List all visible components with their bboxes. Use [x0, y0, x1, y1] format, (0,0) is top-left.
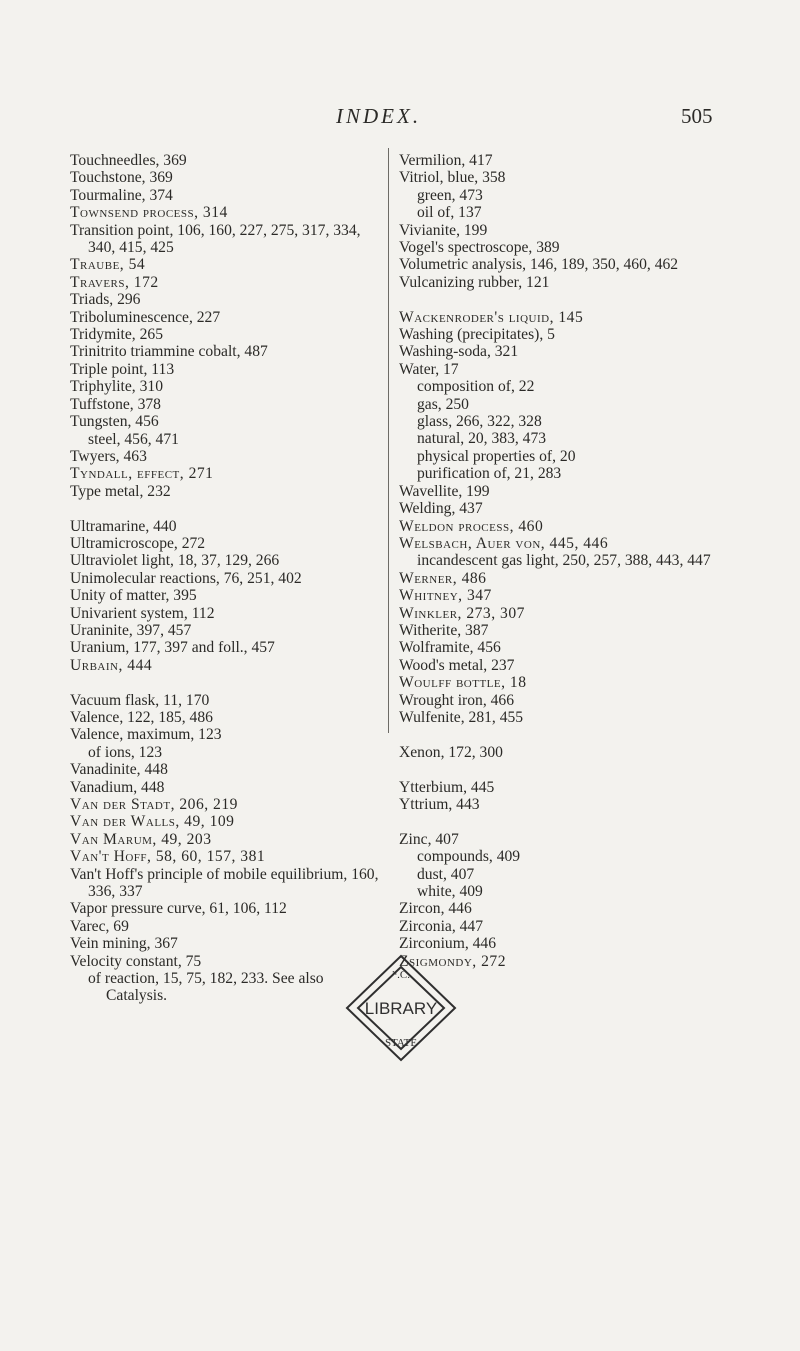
index-entry: Tungsten, 456 — [70, 413, 159, 431]
section-gap — [399, 291, 771, 308]
index-subentry: oil of, 137 — [417, 204, 482, 222]
index-entry: Valence, 122, 185, 486 — [70, 708, 213, 726]
index-entry: Townsend process, 314 — [70, 204, 228, 222]
index-entry: Vermilion, 417 — [399, 152, 493, 169]
index-column-left — [70, 152, 382, 1005]
index-entry: Velocity constant, 75 — [70, 952, 202, 970]
index-subentry: physical properties of, 20 — [417, 447, 576, 465]
index-subentry: natural, 20, 383, 473 — [417, 430, 547, 448]
index-subentry: dust, 407 — [417, 865, 475, 883]
index-entry: Water, 17 — [399, 360, 459, 378]
index-entry: Triads, 296 — [70, 291, 141, 309]
column-divider — [388, 148, 389, 733]
index-entry: Van der Stadt, 206, 219 — [70, 796, 238, 813]
index-entry: Trinitrito triammine cobalt, 487 — [70, 343, 268, 361]
index-entry: Yttrium, 443 — [399, 795, 480, 813]
index-entry: Weldon process, 460 — [399, 517, 544, 535]
index-entry: Vanadium, 448 — [70, 778, 165, 796]
index-entry: Ultramicroscope, 272 — [70, 534, 206, 552]
section-gap — [399, 761, 771, 778]
index-subentry: glass, 266, 322, 328 — [417, 413, 542, 431]
index-entry: Vacuum flask, 11, 170 — [70, 691, 210, 709]
index-entry: Welsbach, Auer von, 445, 446 — [399, 534, 609, 552]
index-entry: Witherite, 387 — [399, 621, 489, 639]
index-entry: Ytterbium, 445 — [399, 778, 495, 796]
index-subentry: purification of, 21, 283 — [417, 465, 562, 483]
index-subentry: gas, 250 — [417, 395, 469, 413]
index-entry: Transition point, 106, 160, 227, 275, 317, 334, 340, 415, 425 — [70, 221, 361, 257]
index-entry: Van't Hoff, 58, 60, 157, 381 — [70, 848, 266, 866]
index-entry: Woulff bottle, 18 — [399, 674, 527, 692]
index-entry: Tridymite, 265 — [70, 326, 163, 344]
index-entry: Tuffstone, 378 — [70, 395, 161, 413]
index-entry: Touchstone, 369 — [70, 169, 173, 187]
index-entry: Travers, 172 — [70, 273, 159, 291]
index-subentry: compounds, 409 — [417, 848, 521, 866]
index-entry: Vapor pressure curve, 61, 106, 112 — [70, 900, 287, 918]
index-entry: Uraninite, 397, 457 — [70, 621, 192, 639]
index-entry: Washing (precipitates), 5 — [399, 326, 555, 344]
section-gap — [70, 674, 382, 691]
index-entry: Washing-soda, 321 — [399, 343, 519, 361]
index-entry: Twyers, 463 — [70, 447, 147, 465]
index-entry: Werner, 486 — [399, 569, 487, 587]
index-entry: Zirconia, 447 — [399, 917, 484, 935]
index-entry: Ultramarine, 440 — [70, 517, 177, 535]
index-entry: Zsigmondy, 272 — [399, 952, 506, 970]
section-gap — [399, 726, 771, 743]
index-entry: Zinc, 407 — [399, 830, 459, 848]
index-subentry: of reaction, 15, 75, 182, 233. See also Catalysis. — [88, 970, 324, 1005]
stamp-ring-bottom: STATE — [384, 1037, 418, 1049]
stamp-ring-top: ᴺ.C. — [392, 969, 410, 981]
index-entry: Triboluminescence, 227 — [70, 308, 221, 326]
index-entry: Wrought iron, 466 — [399, 691, 515, 709]
index-subentry: steel, 456, 471 — [88, 430, 179, 448]
index-entry: Vanadinite, 448 — [70, 761, 168, 779]
index-column-right — [399, 152, 771, 970]
index-entry: Unity of matter, 395 — [70, 587, 197, 605]
index-entry: Triple point, 113 — [70, 360, 175, 378]
section-gap — [70, 500, 382, 517]
index-entry: Vivianite, 199 — [399, 221, 488, 239]
index-entry: Van der Walls, 49, 109 — [70, 813, 235, 831]
index-entry: Valence, maximum, 123 — [70, 726, 222, 744]
index-entry: Wulfenite, 281, 455 — [399, 708, 524, 726]
index-entry: Varec, 69 — [70, 917, 129, 935]
index-entry: Ultraviolet light, 18, 37, 129, 266 — [70, 552, 280, 570]
index-subentry: of ions, 123 — [88, 743, 163, 761]
library-stamp — [341, 952, 461, 1064]
index-subentry: composition of, 22 — [417, 378, 535, 396]
index-entry: Touchneedles, 369 — [70, 152, 187, 169]
index-subentry: incandescent gas light, 250, 257, 388, 443, 447 — [417, 552, 711, 570]
index-entry: Vogel's spectroscope, 389 — [399, 239, 560, 257]
index-entry: Wavellite, 199 — [399, 482, 490, 500]
index-entry: Wood's metal, 237 — [399, 656, 515, 674]
index-entry: Vein mining, 367 — [70, 935, 178, 953]
index-subentry: green, 473 — [417, 186, 483, 204]
index-entry: Volumetric analysis, 146, 189, 350, 460, 462 — [399, 256, 679, 274]
index-entry: Winkler, 273, 307 — [399, 604, 525, 622]
index-entry: Wackenroder's liquid, 145 — [399, 308, 584, 326]
stamp-center-text: LIBRARY — [364, 999, 438, 1018]
page-number: 505 — [681, 104, 713, 128]
index-entry: Vitriol, blue, 358 — [399, 169, 506, 187]
running-title: INDEX. — [336, 104, 422, 128]
index-entry: Zircon, 446 — [399, 900, 472, 918]
index-entry: Triphylite, 310 — [70, 378, 163, 396]
index-entry: Type metal, 232 — [70, 482, 171, 500]
section-gap — [399, 813, 771, 830]
index-entry: Univarient system, 112 — [70, 604, 215, 622]
index-entry: Wolframite, 456 — [399, 639, 501, 657]
index-entry: Van Marum, 49, 203 — [70, 830, 212, 848]
index-subentry: white, 409 — [417, 883, 483, 900]
index-entry: Xenon, 172, 300 — [399, 743, 503, 761]
index-entry: Vulcanizing rubber, 121 — [399, 273, 550, 291]
index-entry: Van't Hoff's principle of mobile equilibrium, 160, 336, 337 — [70, 865, 379, 901]
index-entry: Whitney, 347 — [399, 587, 492, 605]
page-header — [0, 104, 800, 134]
index-entry: Tyndall, effect, 271 — [70, 465, 214, 483]
index-entry: Tourmaline, 374 — [70, 186, 173, 204]
index-entry: Zirconium, 446 — [399, 935, 497, 953]
index-entry: Welding, 437 — [399, 500, 483, 518]
index-entry: Urbain, 444 — [70, 656, 153, 674]
index-entry: Unimolecular reactions, 76, 251, 402 — [70, 569, 302, 587]
index-entry: Traube, 54 — [70, 256, 146, 274]
index-entry: Uranium, 177, 397 and foll., 457 — [70, 639, 275, 657]
